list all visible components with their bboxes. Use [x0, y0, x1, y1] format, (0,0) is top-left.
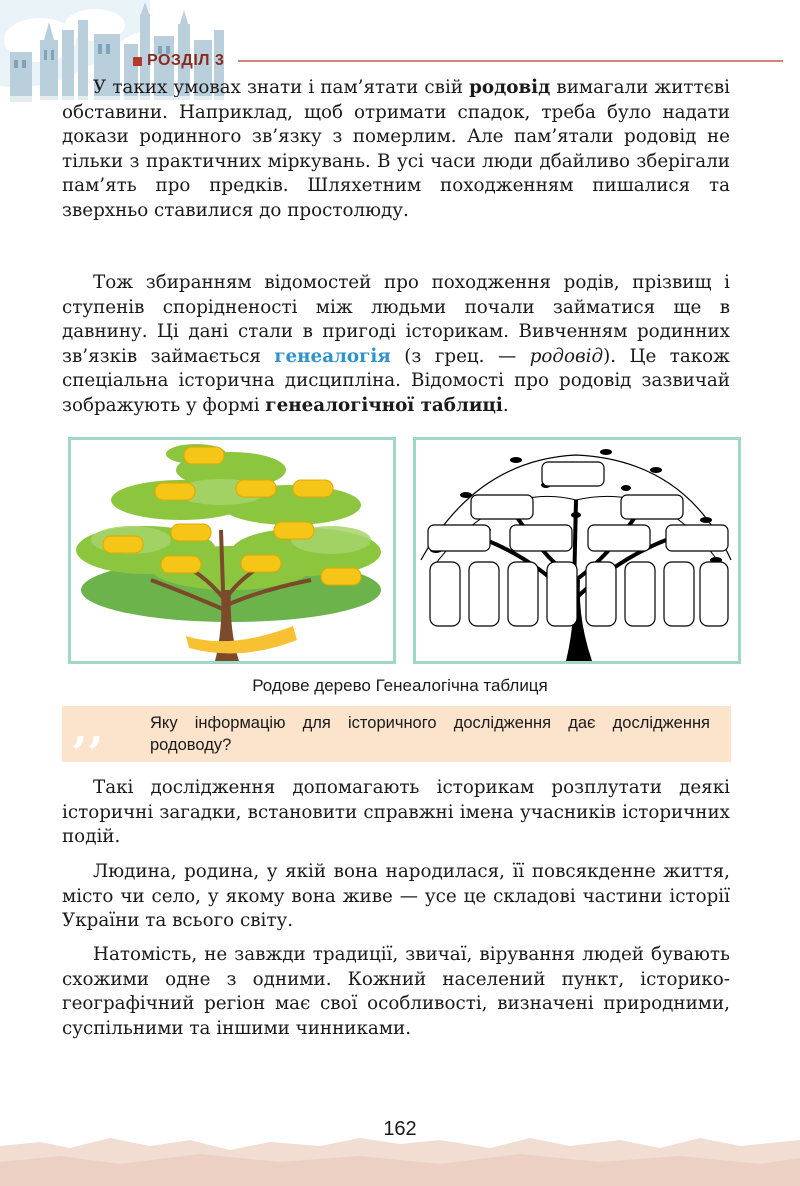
section-marker-icon	[133, 57, 142, 66]
genealogy-table-illustration	[416, 440, 738, 661]
p2-text-2: (з грец. —	[390, 345, 530, 367]
question-text: Яку інформацію для історичного дослідження дає дослідження родоводу?	[150, 714, 710, 754]
paragraph-1	[62, 76, 730, 223]
p2-text-3: ). Це також спеціальна історична дисципліна. Відомості про родовід зазвичай зображують у формі	[62, 345, 731, 416]
p1-text-2: вимагали життєві обставини. Наприклад, щоб отримати спадок, треба було надати докази родинного зв’язку з померлим. Але пам’ятали родовід не тільки з практичних міркувань. В усі часи люди дбайливо зберігали пам’ять про предків. Шляхетним походженням пишалися та зверхньо ставилися до простолюду.	[62, 77, 730, 221]
close-quote-icon: „	[698, 730, 725, 784]
genealogy-table-figure	[413, 437, 741, 664]
family-tree-illustration	[71, 440, 393, 661]
figure-caption: Родове дерево Генеалогічна таблиця	[252, 676, 548, 695]
paragraph-2	[62, 271, 730, 418]
page-number: 162	[383, 1118, 417, 1140]
paragraph-3: Такі дослідження допомагають історикам розплутати деякі історичні загадки, встановити справжні імена учасників історичних подій.	[62, 777, 730, 847]
paragraph-4: Людина, родина, у якій вона народилася, її повсякденне життя, місто чи село, у якому вона живе — усе це складові частини історії України та всього світу.	[62, 861, 730, 931]
p2-text-1: Тож збиранням відомостей про походження родів, прізвищ і ступенів спорідненості між людьми почали займатися ще в давнину. Ці дані стали в пригоді історикам. Вивченням родинних зв’язків займається	[62, 272, 730, 367]
p1-text-1: У таких умовах знати і пам’ятати свій	[93, 77, 470, 98]
p2-term-genealogy: генеалогія	[274, 345, 391, 367]
section-title: РОЗДІЛ 3	[147, 52, 225, 69]
open-quote-icon: ‚‚	[72, 700, 105, 754]
p2-text-4: .	[502, 394, 509, 416]
p2-italic: родовід	[529, 345, 604, 367]
p2-bold-term: генеалогічної таблиці	[265, 394, 503, 416]
family-tree-figure	[68, 437, 396, 664]
question-box	[62, 700, 731, 784]
p1-bold-term: родовід	[469, 77, 551, 98]
header-rule	[238, 60, 783, 62]
section-label	[133, 52, 224, 70]
paragraph-5: Натомість, не завжди традиції, звичаї, вірування людей бувають схожими одне з одними. Кожний населений пункт, історико-географічний регіон має свої особливості, визначені природними, суспільними та іншими чинниками.	[62, 944, 730, 1039]
